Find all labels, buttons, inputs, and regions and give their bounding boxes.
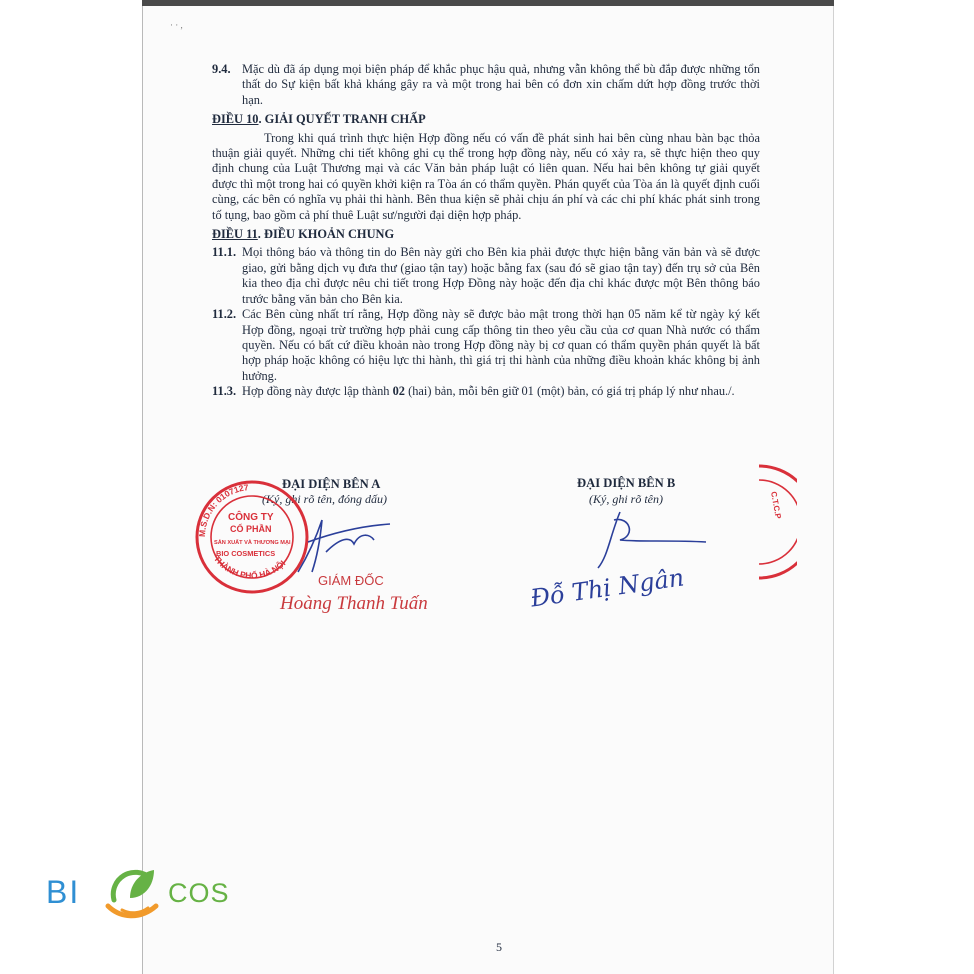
- seal-ring-top: M.S.D.N: 0107127: [196, 482, 250, 538]
- seal-line-2: CỔ PHẦN: [230, 524, 272, 534]
- partial-seal-text: C.T.C.P: [769, 490, 783, 520]
- logo-text-cos: COS: [168, 878, 230, 908]
- party-a-position: GIÁM ĐỐC: [318, 573, 384, 588]
- clause-text: [242, 384, 760, 399]
- clause-number: 11.1.: [212, 245, 237, 260]
- clause-9-4: [212, 62, 760, 108]
- seal-line-4: BIO COSMETICS: [216, 549, 276, 558]
- party-a-signature: [290, 512, 400, 582]
- party-a-name: Hoàng Thanh Tuấn: [280, 593, 428, 614]
- leaf-hand-icon: [100, 860, 164, 924]
- clause-text: Các Bên cùng nhất trí rằng, Hợp đồng này sẽ được bảo mật trong thời hạn 05 năm kể từ ngày ký kết Hợp đồng, ngoại trừ trường hợp phải cung cấp thông tin theo yêu cầu của cơ quan Nhà nước có thẩm quyền. Nếu có bất cứ điều khoản nào trong Hợp đồng này bị cơ quan có thẩm quyền phán quyết là bất hợp pháp hoặc không có hiệu lực thi hành, thì giá trị thi hành của những điều khoản khác không bị ảnh hưởng.: [242, 307, 760, 383]
- logo-text-bi: BI: [46, 874, 81, 910]
- party-b-title: ĐẠI DIỆN BÊN B: [577, 476, 676, 490]
- article-10-heading: [212, 112, 760, 127]
- clause-number: 11.2.: [212, 307, 237, 322]
- clause-text-post: (hai) bản, mỗi bên giữ 01 (một) bản, có giá trị pháp lý như nhau./.: [404, 384, 735, 399]
- article-10-title: . GIẢI QUYẾT TRANH CHẤP: [258, 112, 426, 127]
- article-10-label: ĐIỀU 10: [212, 112, 259, 127]
- biocos-logo: [46, 858, 246, 928]
- article-11-label: ĐIỀU 11: [212, 227, 258, 242]
- copies-count: 02: [392, 384, 405, 399]
- clause-number: 9.4.: [212, 62, 231, 76]
- seal-line-1: CÔNG TY: [228, 512, 274, 523]
- clause-11-3: [212, 384, 760, 399]
- party-a-note: (Ký, ghi rõ tên, đóng dấu): [262, 492, 387, 506]
- party-b-note: (Ký, ghi rõ tên): [589, 492, 663, 506]
- party-a-title: ĐẠI DIỆN BÊN A: [282, 477, 381, 491]
- clause-11-2: [212, 307, 760, 384]
- page-number: 5: [496, 940, 502, 954]
- partial-seal-right: [757, 462, 797, 582]
- clause-text-pre: Hợp đồng này được lập thành: [242, 384, 393, 399]
- clause-number: 11.3.: [212, 384, 237, 399]
- party-b-signature: [590, 506, 710, 576]
- article-10-body: Trong khi quá trình thực hiện Hợp đồng nếu có vấn đề phát sinh hai bên cùng nhau bàn bạc thỏa thuận giải quyết. Những chi tiết không ghi cụ thể trong hợp đồng này, nếu có xảy ra, sẽ thực hiện theo quy định chung của Luật Thương mại và các Văn bản pháp luật có liên quan. Nếu hai bên không tự giải quyết được thì một trong hai có quyền khởi kiện ra Tòa án có thẩm quyền. Phán quyết của Tòa án là quyết định cuối cùng, các bên có nghĩa vụ phải thi hành. Bên thua kiện sẽ phải chịu án phí và các chi phí khác phát sinh trong tố tụng, bao gồm cả phí thuê Luật sư/người đại diện hợp pháp.: [212, 130, 760, 222]
- scan-specks: · · ,: [170, 20, 183, 30]
- article-11-heading: [212, 227, 760, 242]
- clause-11-1: [212, 245, 760, 307]
- contract-body: [212, 62, 760, 400]
- seal-ring-bottom: THÀNH PHỐ HÀ NỘI: [211, 553, 288, 581]
- clause-text: Mọi thông báo và thông tin do Bên này gửi cho Bên kia phải được thực hiện bằng văn bản và sẽ được giao, gửi bằng dịch vụ đưa thư (giao tận tay) hoặc bằng fax (sau đó sẽ giao tận tay) đến trụ sở của Bên kia theo địa chỉ được nêu chi tiết trong Hợp Đồng này hoặc đến địa chỉ khác được một Bên thông báo trước bằng văn bản cho Bên kia.: [242, 245, 760, 306]
- seal-line-3: SẢN XUẤT VÀ THƯƠNG MẠI: [214, 540, 291, 546]
- clause-text: Mặc dù đã áp dụng mọi biện pháp để khắc phục hậu quả, nhưng vẫn không thể bù đắp được những tổn thất do Sự kiện bất khả kháng gây ra và một trong hai bên có đơn xin chấm dứt hợp đồng trước thời hạn.: [242, 62, 760, 107]
- party-b-handwritten-name: Đỗ Thị Ngân: [528, 563, 686, 613]
- article-11-title: . ĐIỀU KHOẢN CHUNG: [257, 227, 395, 242]
